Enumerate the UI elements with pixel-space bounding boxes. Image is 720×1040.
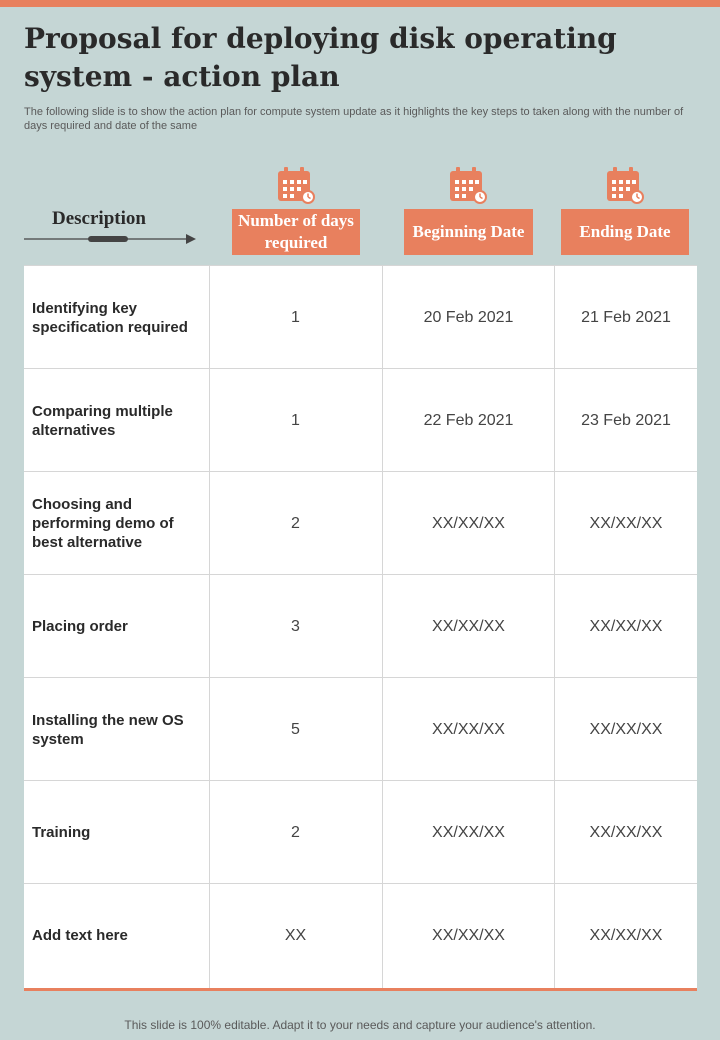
table-row — [24, 265, 697, 369]
cell-beginning-date: 22 Feb 2021 — [423, 411, 514, 429]
table-row — [24, 780, 697, 884]
cell-days: 1 — [291, 308, 300, 326]
cell-ending-date: 21 Feb 2021 — [581, 308, 671, 326]
page-title: Proposal for deploying disk operating system - action plan — [24, 22, 617, 93]
cell-days: 2 — [291, 823, 300, 841]
cell-days: 1 — [291, 411, 300, 429]
cell-description: Choosing and performing demo of best alternative — [32, 496, 174, 551]
table-row — [24, 471, 697, 575]
cell-days: XX — [284, 926, 307, 944]
cell-beginning-date: XX/XX/XX — [432, 926, 505, 944]
cell-description: Installing the new OS system — [32, 711, 184, 748]
cell-description: Add text here — [32, 927, 128, 944]
table-row — [24, 574, 697, 678]
cell-ending-date: 23 Feb 2021 — [581, 411, 671, 429]
cell-days: 3 — [291, 617, 300, 635]
cell-ending-date: XX/XX/XX — [589, 720, 663, 738]
cell-ending-date: XX/XX/XX — [589, 823, 663, 841]
cell-beginning-date: 20 Feb 2021 — [423, 308, 514, 326]
cell-beginning-date: XX/XX/XX — [432, 617, 505, 635]
header-beginning-date: Beginning Date — [404, 209, 533, 255]
cell-description: Comparing multiple alternatives — [32, 402, 173, 439]
cell-days: 5 — [291, 720, 300, 738]
cell-beginning-date: XX/XX/XX — [432, 823, 505, 841]
action-plan-table — [24, 265, 697, 991]
table-row — [24, 677, 697, 781]
calendar-icon — [448, 165, 488, 205]
cell-description: Identifying key specification required — [32, 299, 188, 336]
header-ending-date: Ending Date — [561, 209, 689, 255]
table-row — [24, 883, 697, 987]
calendar-icon — [276, 165, 316, 205]
arrow-right-icon — [24, 230, 196, 248]
description-label: Description — [52, 208, 146, 229]
page-subtitle: The following slide is to show the action plan for compute system update as it highlights the key steps to taken along with the number of days required and date of the same — [24, 106, 684, 132]
cell-ending-date: XX/XX/XX — [589, 617, 663, 635]
calendar-icon — [605, 165, 645, 205]
top-accent-bar — [0, 0, 720, 7]
header-days: Number of days required — [232, 209, 360, 255]
cell-ending-date: XX/XX/XX — [589, 514, 663, 532]
cell-beginning-date: XX/XX/XX — [432, 514, 505, 532]
cell-beginning-date: XX/XX/XX — [432, 720, 505, 738]
cell-ending-date: XX/XX/XX — [589, 926, 663, 944]
cell-days: 2 — [291, 514, 300, 532]
footer-note: This slide is 100% editable. Adapt it to your needs and capture your audience's attention. — [124, 1018, 596, 1032]
table-row — [24, 368, 697, 472]
cell-description: Placing order — [32, 618, 128, 635]
cell-description: Training — [32, 824, 91, 841]
